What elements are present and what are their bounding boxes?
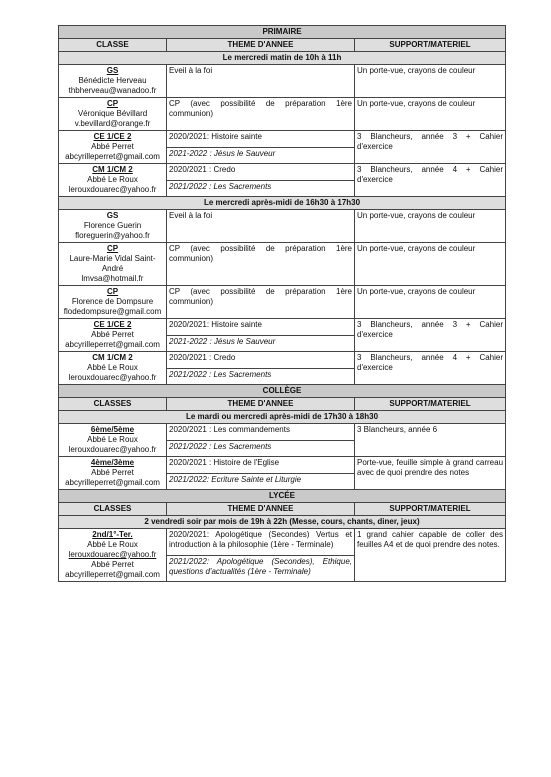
teacher-name: Abbé Perret	[91, 330, 134, 339]
table-row	[59, 243, 506, 286]
teacher-name: Laure-Marie Vidal Saint-André	[69, 254, 156, 273]
teacher-email: lerouxdouarec@yahoo.fr	[68, 445, 157, 454]
class-name: CP	[106, 99, 119, 108]
class-name: CE 1/CE 2	[93, 132, 132, 141]
teacher-name: Abbé Le Roux	[87, 363, 138, 372]
table-row	[59, 352, 506, 369]
table-row	[59, 457, 506, 474]
support-cell: Un porte-vue, crayons de couleur	[355, 210, 506, 243]
theme-cell: 2020/2021 : Histoire de l'Eglise	[167, 457, 355, 474]
theme-cell: 2021-2022 : Jésus le Sauveur	[167, 147, 355, 164]
theme-cell: 2020/2021 : Les commandements	[167, 424, 355, 441]
teacher-email: lerouxdouarec@yahoo.fr	[68, 373, 157, 382]
session-label: Le mercredi après-midi de 16h30 à 17h30	[59, 197, 506, 210]
teacher-name: Abbé Perret	[91, 468, 134, 477]
session-label: Le mardi ou mercredi après-midi de 17h30 à 18h30	[59, 411, 506, 424]
class-cell	[59, 210, 167, 243]
col-header-theme: THEME D'ANNEE	[167, 39, 355, 52]
class-cell	[59, 164, 167, 197]
teacher-email: floreguerin@yahoo.fr	[75, 231, 150, 240]
section-title-primaire: PRIMAIRE	[59, 26, 506, 39]
theme-cell: 2021-2022 : Jésus le Sauveur	[167, 335, 355, 352]
support-cell: 3 Blancheurs, année 3 + Cahier d'exercice	[355, 131, 506, 164]
teacher-email: thbherveau@wanadoo.fr	[68, 86, 157, 95]
theme-cell: 2021/2022 : Les Sacrements	[167, 368, 355, 385]
support-cell: 3 Blancheurs, année 3 + Cahier d'exercice	[355, 319, 506, 352]
theme-cell: 2020/2021: Histoire sainte	[167, 131, 355, 148]
table-row	[59, 131, 506, 148]
teacher-name: Florence Guerin	[83, 221, 142, 230]
support-cell: 3 Blancheurs, année 4 + Cahier d'exercice	[355, 164, 506, 197]
theme-cell: 2020/2021 : Credo	[167, 164, 355, 181]
theme-cell: 2020/2021: Histoire sainte	[167, 319, 355, 336]
teacher-name: Véronique Bévillard	[77, 109, 148, 118]
class-name: CP	[106, 287, 119, 296]
support-cell: Un porte-vue, crayons de couleur	[355, 243, 506, 286]
class-cell	[59, 98, 167, 131]
col-header-theme: THEME D'ANNEE	[167, 398, 355, 411]
theme-cell: 2020/2021 : Credo	[167, 352, 355, 369]
teacher-name: Abbé Le Roux	[87, 175, 138, 184]
section-title-lycee: LYCÉE	[59, 490, 506, 503]
support-cell: 3 Blancheurs, année 6	[355, 424, 506, 457]
teacher-name: Bénédicte Herveau	[78, 76, 147, 85]
class-cell	[59, 352, 167, 385]
teacher-email: lerouxdouarec@yahoo.fr	[68, 185, 157, 194]
table-row	[59, 164, 506, 181]
theme-cell: 2020/2021: Apologétique (Secondes) Vertus et introduction à la philosophie (1ère - Terminale)	[167, 529, 355, 556]
teacher-email: lmvsa@hotmail.fr	[81, 274, 144, 283]
support-cell: Porte-vue, feuille simple à grand carreau avec de quoi prendre des notes	[355, 457, 506, 490]
theme-cell: CP (avec possibilité de préparation 1ère communion)	[167, 98, 355, 131]
table-row	[59, 65, 506, 98]
col-header-support: SUPPORT/MATERIEL	[355, 503, 506, 516]
teacher-name: Abbé Le Roux	[87, 540, 138, 549]
class-name: CM 1/CM 2	[92, 353, 133, 362]
class-name: CM 1/CM 2	[92, 165, 133, 174]
schedule-table	[58, 25, 506, 582]
class-cell	[59, 457, 167, 490]
class-cell	[59, 131, 167, 164]
theme-cell: CP (avec possibilité de préparation 1ère communion)	[167, 243, 355, 286]
class-name: 4ème/3ème	[90, 458, 135, 467]
session-label: 2 vendredi soir par mois de 19h à 22h (Messe, cours, chants, diner, jeux)	[59, 516, 506, 529]
table-row	[59, 210, 506, 243]
class-name: 6ème/5ème	[90, 425, 135, 434]
theme-cell: 2021/2022: Ecriture Sainte et Liturgie	[167, 473, 355, 490]
teacher-name: Florence de Dompsure	[71, 297, 154, 306]
teacher-name: Abbé Perret	[91, 142, 134, 151]
teacher-email: abcyrilleperret@gmail.com	[65, 478, 160, 487]
teacher-email: abcyrilleperret@gmail.com	[65, 340, 160, 349]
class-name: 2nd/1°-Ter.	[92, 530, 133, 539]
table-row	[59, 424, 506, 441]
support-cell: 3 Blancheurs, année 4 + Cahier d'exercice	[355, 352, 506, 385]
support-cell: Un porte-vue, crayons de couleur	[355, 65, 506, 98]
theme-cell: CP (avec possibilité de préparation 1ère communion)	[167, 286, 355, 319]
table-row	[59, 319, 506, 336]
section-title-college: COLLÈGE	[59, 385, 506, 398]
teacher-email: abcyrilleperret@gmail.com	[65, 152, 160, 161]
col-header-classes: CLASSES	[59, 398, 167, 411]
teacher-email: v.bevillard@orange.fr	[74, 119, 151, 128]
theme-cell: 2021/2022 : Les Sacrements	[167, 440, 355, 457]
support-cell: Un porte-vue, crayons de couleur	[355, 98, 506, 131]
theme-cell: Eveil à la foi	[167, 65, 355, 98]
table-row	[59, 286, 506, 319]
teacher-name: Abbé Perret	[91, 560, 134, 569]
class-cell	[59, 286, 167, 319]
class-name: CE 1/CE 2	[93, 320, 132, 329]
teacher-name: Abbé Le Roux	[87, 435, 138, 444]
session-label: Le mercredi matin de 10h à 11h	[59, 52, 506, 65]
curriculum-document	[58, 25, 505, 582]
theme-cell: 2021/2022: Apologétique (Secondes), Ethique, questions d'actualités (1ère - Terminale)	[167, 555, 355, 582]
theme-cell: Eveil à la foi	[167, 210, 355, 243]
teacher-email: flodedompsure@gmail.com	[63, 307, 162, 316]
support-cell: 1 grand cahier capable de coller des feuilles A4 et de quoi prendre des notes.	[355, 529, 506, 582]
class-cell	[59, 243, 167, 286]
col-header-support: SUPPORT/MATERIEL	[355, 39, 506, 52]
table-row	[59, 529, 506, 556]
col-header-theme: THEME D'ANNEE	[167, 503, 355, 516]
support-cell: Un porte-vue, crayons de couleur	[355, 286, 506, 319]
class-name: CP	[106, 244, 119, 253]
table-row	[59, 98, 506, 131]
col-header-support: SUPPORT/MATERIEL	[355, 398, 506, 411]
teacher-email: abcyrilleperret@gmail.com	[65, 570, 160, 579]
class-name: GS	[106, 211, 119, 220]
col-header-classe: CLASSE	[59, 39, 167, 52]
class-cell	[59, 65, 167, 98]
class-cell	[59, 319, 167, 352]
teacher-email: lerouxdouarec@yahoo.fr	[68, 550, 157, 559]
theme-cell: 2021/2022 : Les Sacrements	[167, 180, 355, 197]
class-cell	[59, 529, 167, 582]
col-header-classes: CLASSES	[59, 503, 167, 516]
class-cell	[59, 424, 167, 457]
class-name: GS	[106, 66, 119, 75]
